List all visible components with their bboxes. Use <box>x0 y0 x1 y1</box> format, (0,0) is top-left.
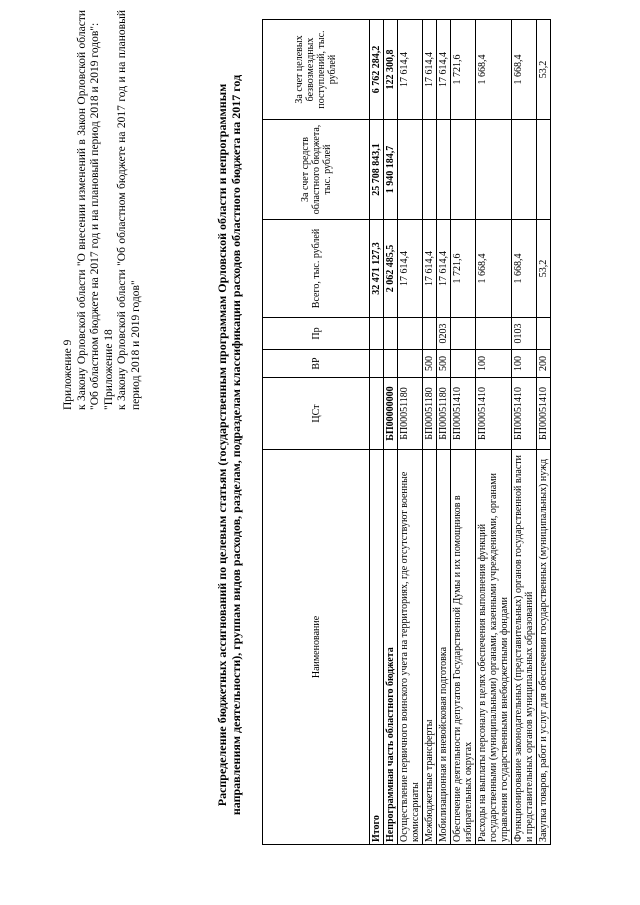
cell-free: 1 668,4 <box>512 20 537 120</box>
cell-regional <box>451 120 476 220</box>
cell-regional <box>437 120 451 220</box>
cell-free: 122 300,8 <box>384 20 398 120</box>
document-title: Распределение бюджетных ассигнований по целевым статьям (государственным программам Орловской области и непрограммным направлениям деятельности), группам видов расходов, разделам, подразделам классификации расходов областного бюджета на 2017 год <box>215 74 243 816</box>
cell-free: 17 614,4 <box>398 20 423 120</box>
cell-regional <box>398 120 423 220</box>
cell-total: 1 668,4 <box>476 220 512 318</box>
table-row <box>370 20 384 845</box>
appendix-line-3: "Приложение 18 <box>102 329 115 410</box>
cell-vr: 500 <box>423 350 437 378</box>
cell-pr <box>451 318 476 350</box>
table-row <box>476 20 512 845</box>
budget-table <box>262 19 551 845</box>
cell-name: Непрограммная часть областного бюджета <box>384 450 398 845</box>
cell-vr <box>370 350 384 378</box>
cell-total: 17 614,4 <box>398 220 423 318</box>
cell-vr <box>398 350 423 378</box>
cell-name: Мобилизационная и вневойсковая подготовка <box>437 450 451 845</box>
cell-name: Закупка товаров, работ и услуг для обеспечения государственных (муниципальных) нужд <box>537 450 551 845</box>
cell-free: 6 762 284,2 <box>370 20 384 120</box>
appendix-line-4: к Закону Орловской области "Об областном бюджете на 2017 год и на плановый период 2018 и 2019 годов" <box>116 10 142 410</box>
header-pr: Пр <box>263 318 370 350</box>
cell-vr <box>451 350 476 378</box>
cell-total: 1 721,6 <box>451 220 476 318</box>
header-name: Наименование <box>263 450 370 845</box>
cell-name: Межбюджетные трансферты <box>423 450 437 845</box>
cell-free: 17 614,4 <box>423 20 437 120</box>
cell-regional <box>537 120 551 220</box>
table-row <box>423 20 437 845</box>
header-cst: ЦСт <box>263 378 370 450</box>
header-vr: ВР <box>263 350 370 378</box>
cell-vr: 200 <box>537 350 551 378</box>
cell-regional: 1 940 184,7 <box>384 120 398 220</box>
header-free: За счет целевых безвозмездных поступлений, тыс. рублей <box>263 20 370 120</box>
appendix-line-2: к Закону Орловской области "О внесении изменений в Закон Орловской области "Об областном бюджете на 2017 год и на плановый период 2018 и 2019 годов": <box>75 10 101 410</box>
cell-free: 1 668,4 <box>476 20 512 120</box>
cell-free: 1 721,6 <box>451 20 476 120</box>
cell-cst: БП00051410 <box>476 378 512 450</box>
table-row <box>398 20 423 845</box>
appendix-line-1: Приложение 9 <box>62 339 74 410</box>
cell-pr <box>537 318 551 350</box>
cell-cst: БП00000000 <box>384 378 398 450</box>
cell-pr <box>370 318 384 350</box>
cell-name: Функционирование законодательных (представительных) органов государственной власти и представительных органов муниципальных образований <box>512 450 537 845</box>
cell-cst: БП00051410 <box>512 378 537 450</box>
table-row <box>437 20 451 845</box>
cell-cst: БП00051180 <box>398 378 423 450</box>
cell-name: Расходы на выплаты персоналу в целях обеспечения выполнения функций государственными (муниципальными) органами, казенными учреждениями, органами управления государственными внебюджетными фондами <box>476 450 512 845</box>
cell-vr: 500 <box>437 350 451 378</box>
cell-cst: БП00051410 <box>451 378 476 450</box>
cell-free: 53,2 <box>537 20 551 120</box>
cell-pr <box>423 318 437 350</box>
cell-cst <box>370 378 384 450</box>
cell-vr: 100 <box>512 350 537 378</box>
cell-pr <box>398 318 423 350</box>
cell-pr: 0103 <box>512 318 537 350</box>
cell-regional <box>476 120 512 220</box>
cell-total: 53,2 <box>537 220 551 318</box>
cell-regional <box>512 120 537 220</box>
cell-cst: БП00051180 <box>423 378 437 450</box>
cell-regional <box>423 120 437 220</box>
table-row <box>512 20 537 845</box>
appendix-note <box>62 10 143 410</box>
cell-regional: 25 708 843,1 <box>370 120 384 220</box>
cell-name: Осуществление первичного воинского учета на территориях, где отсутствуют военные комиссариаты <box>398 450 423 845</box>
cell-vr <box>384 350 398 378</box>
table-row <box>451 20 476 845</box>
cell-pr <box>384 318 398 350</box>
cell-total: 1 668,4 <box>512 220 537 318</box>
cell-total: 17 614,4 <box>437 220 451 318</box>
cell-total: 2 062 485,5 <box>384 220 398 318</box>
header-total: Всего, тыс. рублей <box>263 220 370 318</box>
header-regional: За счет средств областного бюджета, тыс. рублей <box>263 120 370 220</box>
cell-cst: БП00051180 <box>437 378 451 450</box>
cell-total: 32 471 127,3 <box>370 220 384 318</box>
cell-total: 17 614,4 <box>423 220 437 318</box>
cell-pr: 0203 <box>437 318 451 350</box>
table-header-row <box>263 20 370 845</box>
table-row <box>537 20 551 845</box>
cell-vr: 100 <box>476 350 512 378</box>
cell-cst: БП00051410 <box>537 378 551 450</box>
cell-pr <box>476 318 512 350</box>
cell-name: Итого <box>370 450 384 845</box>
cell-free: 17 614,4 <box>437 20 451 120</box>
table-row <box>384 20 398 845</box>
cell-name: Обеспечение деятельности депутатов Государственной Думы и их помощников в избирательных округах <box>451 450 476 845</box>
